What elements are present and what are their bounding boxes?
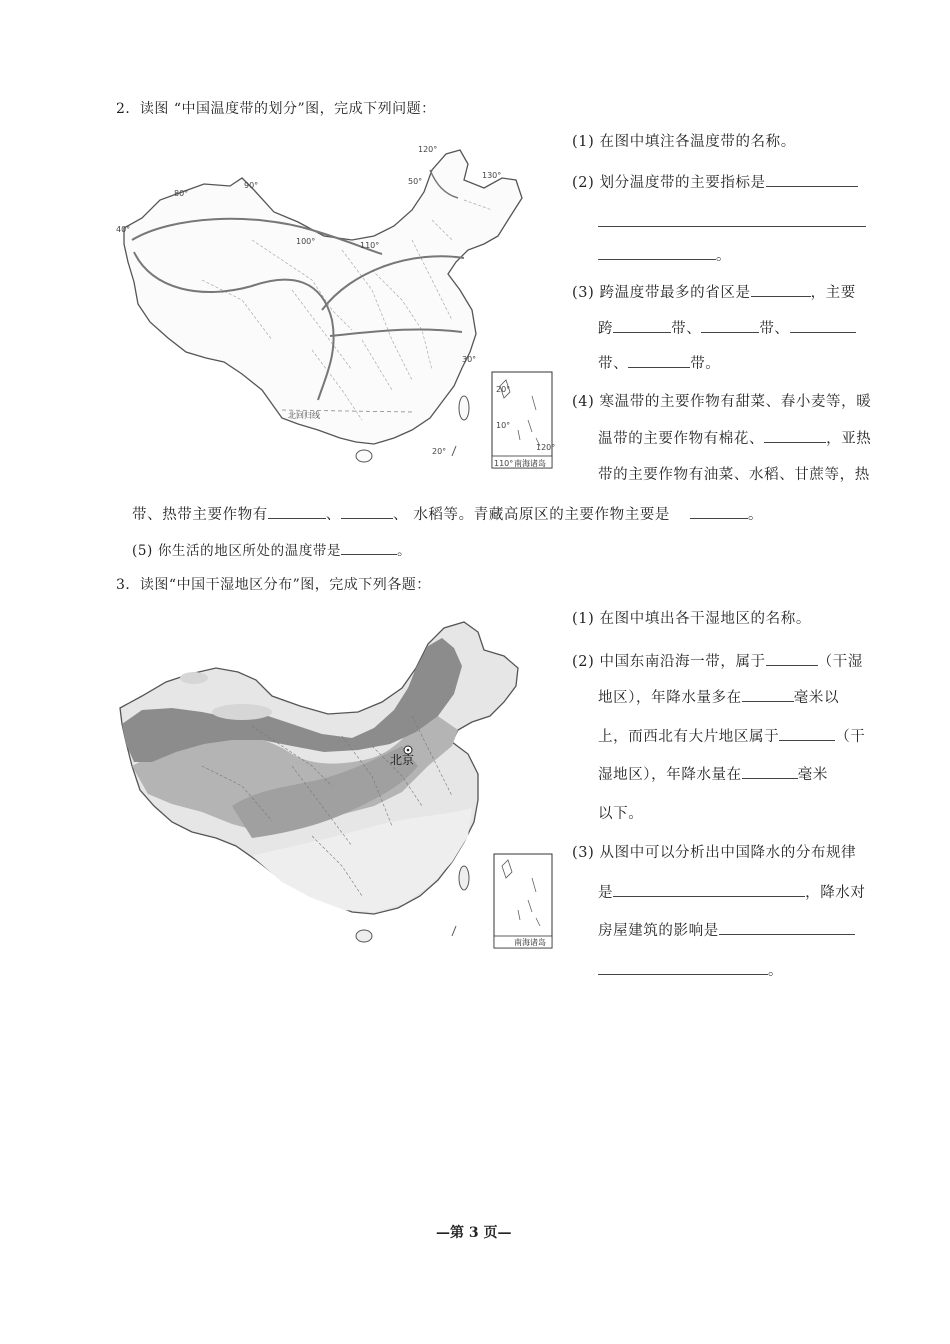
answer-blank[interactable] [742, 687, 794, 702]
q2-item-4: (4) 寒温带的主要作物有甜菜、春小麦等，暖 [572, 394, 872, 410]
answer-blank[interactable] [742, 764, 798, 779]
q3-item-2-line: 地区），年降水量多在 毫米以 [598, 687, 839, 708]
answer-blank[interactable] [766, 651, 818, 666]
answer-blank[interactable] [598, 245, 716, 260]
map-label: 100° [296, 237, 316, 246]
q3-item-3-line: 。 [598, 960, 783, 981]
inset-label: 南海诸岛 [514, 938, 546, 947]
map-label: 110° [360, 241, 380, 250]
q2-item-2-line: 。 [598, 245, 731, 266]
answer-blank[interactable] [598, 960, 768, 975]
map-label: 20° [496, 385, 511, 394]
south-sea-inset [494, 854, 552, 948]
answer-blank[interactable] [628, 353, 690, 368]
map-label: 90° [244, 181, 259, 190]
q3-title: 3．读图“中国干湿地区分布”图，完成下列各题： [116, 577, 431, 593]
q3-item-2-line: 湿地区），年降水量在 毫米 [598, 764, 828, 785]
q2-item-3-line: 跨 带、 带、 [598, 318, 856, 339]
q2-item-2-line [598, 212, 866, 233]
q3-item-2: (2) 中国东南沿海一带，属于 （干湿 [572, 651, 863, 672]
q2-item-1: (1) 在图中填注各温度带的名称。 [572, 134, 796, 150]
answer-blank[interactable] [341, 540, 397, 555]
q2-item-2: (2) 划分温度带的主要指标是 [572, 172, 858, 193]
map-label: 110° [494, 459, 514, 468]
q2-item-5: (5) 你生活的地区所处的温度带是 。 [132, 540, 411, 561]
map-label: 120° [418, 145, 438, 154]
answer-blank[interactable] [790, 318, 856, 333]
answer-blank[interactable] [268, 504, 326, 519]
q3-item-3: (3) 从图中可以分析出中国降水的分布规律 [572, 845, 857, 861]
answer-blank[interactable] [779, 726, 835, 741]
q2-item-4-line: 带、热带主要作物有 、 、 水稻等。青藏高原区的主要作物主要是 。 [132, 504, 763, 525]
q3-item-2-line: 上，而西北有大片地区属于 （干 [598, 726, 865, 747]
q2-item-3: (3) 跨温度带最多的省区是 ，主要 [572, 282, 856, 303]
temperature-zone-map [112, 140, 562, 470]
map-label: 30° [462, 355, 477, 364]
answer-blank[interactable] [701, 318, 759, 333]
map-label: 40° [116, 225, 131, 234]
q2-item-4-line: 带的主要作物有油菜、水稻、甘蔗等，热 [598, 467, 870, 483]
map-label: 80° [174, 189, 189, 198]
q2-title: 2．读图 “中国温度带的划分”图，完成下列问题： [116, 101, 436, 117]
answer-blank[interactable] [613, 882, 805, 897]
q2-item-4-line: 温带的主要作物有棉花、 ，亚热 [598, 428, 871, 449]
answer-blank[interactable] [751, 282, 811, 297]
answer-blank[interactable] [719, 920, 855, 935]
map-label: 10° [496, 421, 511, 430]
answer-blank[interactable] [613, 318, 671, 333]
dry-wet-region-map [112, 616, 562, 951]
map-label: 120° [536, 443, 556, 452]
q3-item-2-line: 以下。 [598, 806, 644, 822]
answer-blank[interactable] [766, 172, 858, 187]
map-label: 50° [408, 177, 423, 186]
answer-blank[interactable] [341, 504, 393, 519]
page-number: —第 3 页— [436, 1225, 512, 1241]
q3-item-1: (1) 在图中填出各干湿地区的名称。 [572, 611, 811, 627]
beijing-label: 北京 [390, 753, 415, 767]
q3-item-3-line: 是 ，降水对 [598, 882, 866, 903]
answer-blank[interactable] [690, 504, 748, 519]
q2-item-3-line: 带、 带。 [598, 353, 720, 374]
tropic-label: 北回归线 [288, 411, 320, 420]
answer-blank[interactable] [598, 212, 866, 227]
map-label: 130° [482, 171, 502, 180]
q3-item-3-line: 房屋建筑的影响是 [598, 920, 855, 941]
inset-label: 南海诸岛 [514, 459, 546, 468]
map-label: 20° [432, 447, 447, 456]
answer-blank[interactable] [764, 428, 826, 443]
